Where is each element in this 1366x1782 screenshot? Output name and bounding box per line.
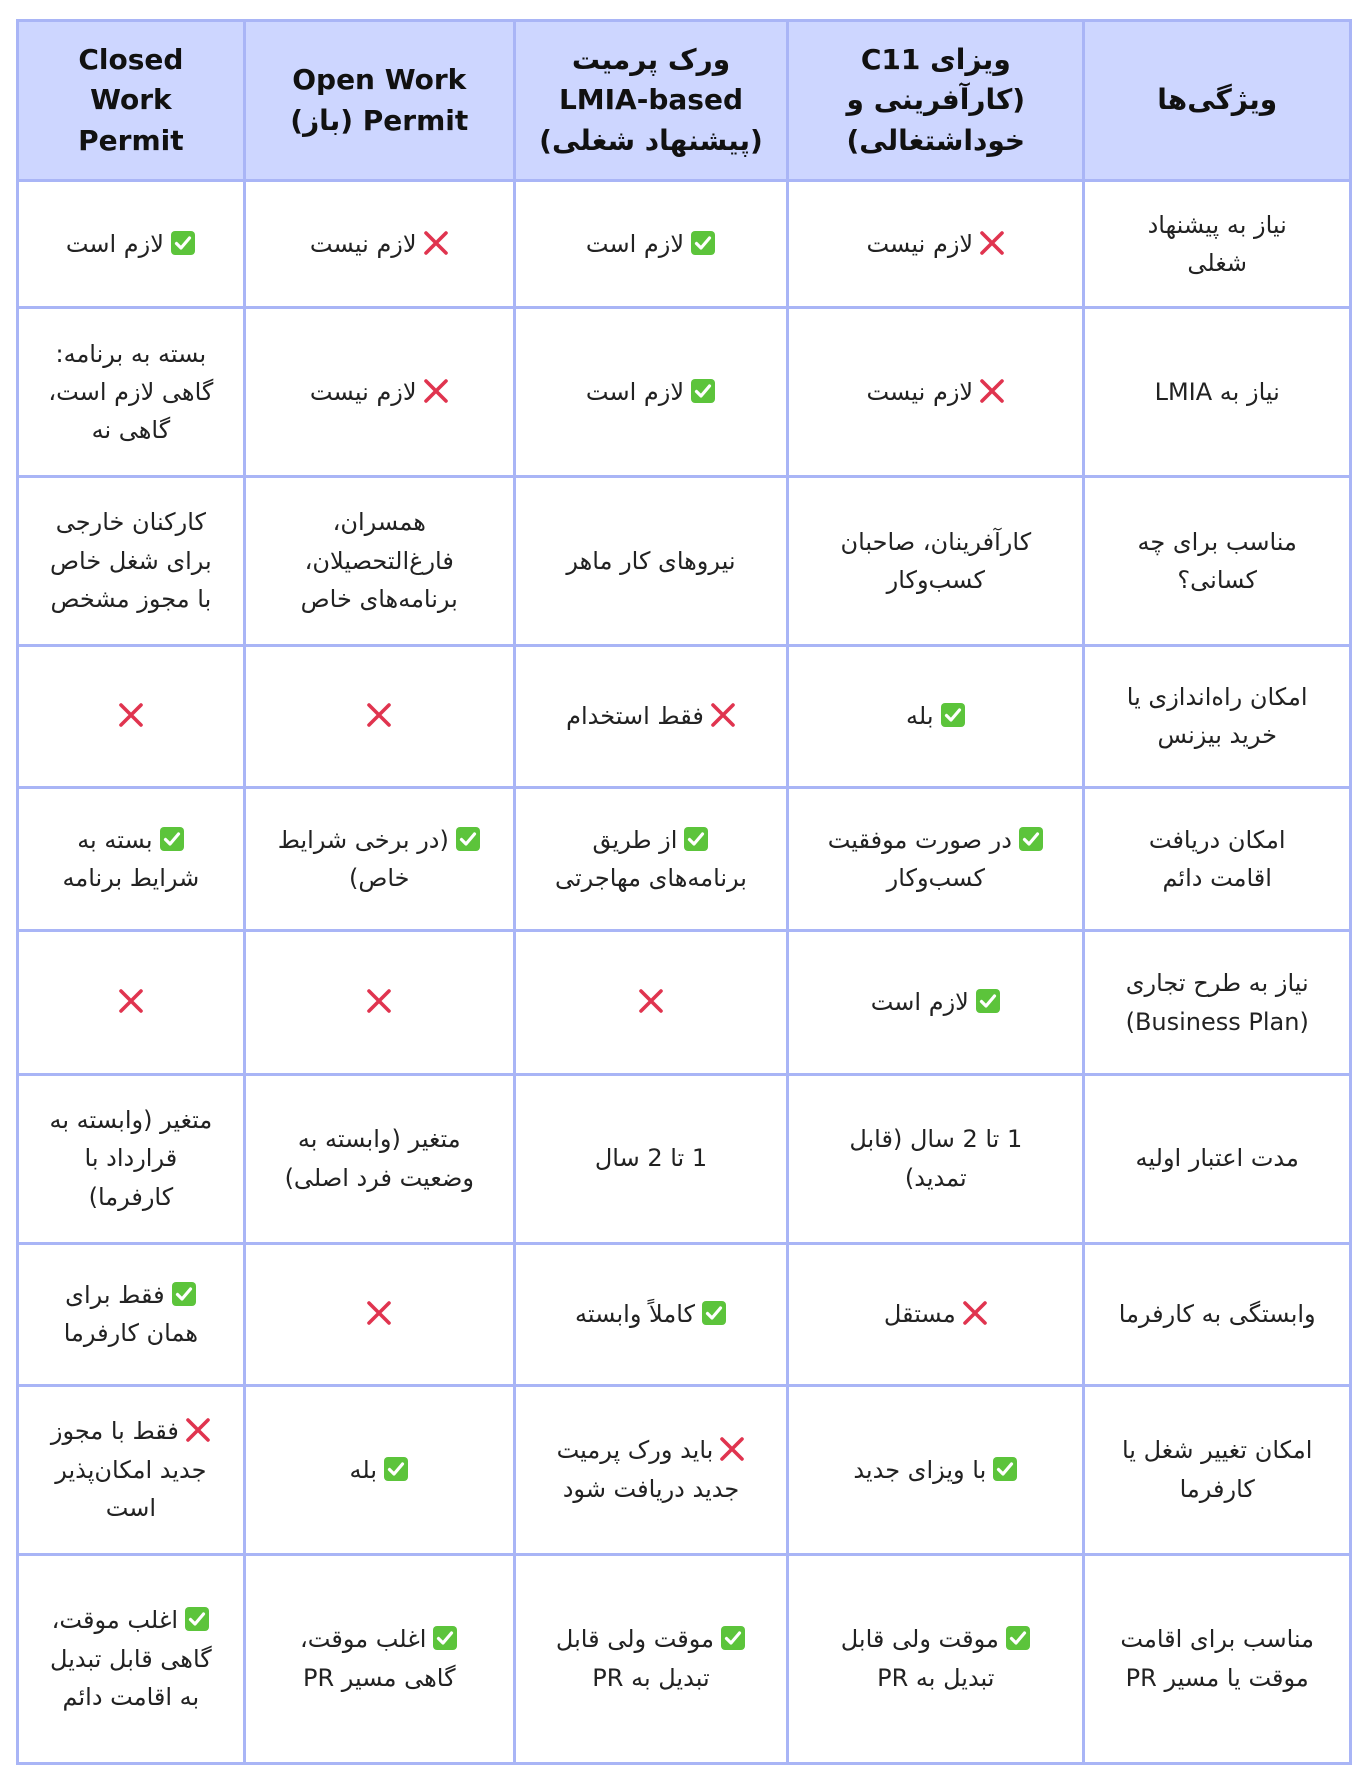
feature-label: وابستگی به کارفرما (1118, 1300, 1316, 1328)
feature-cell (1084, 1554, 1351, 1763)
cell-value: مستقل (883, 1300, 956, 1328)
cell-value: کاملاً وابسته (574, 1300, 695, 1328)
cross-mark-icon (366, 702, 392, 728)
lmia-work-permit-cell (514, 645, 787, 787)
feature-cell (1084, 931, 1351, 1074)
open-work-permit-cell (244, 477, 514, 646)
cell-value: لازم است (65, 229, 164, 258)
cell-value: بسته به شرایط برنامه (62, 825, 200, 893)
closed-work-permit-cell (18, 308, 245, 477)
cell-value: بله (349, 1455, 377, 1484)
table-row (18, 308, 1351, 477)
check-mark-icon (975, 988, 1001, 1014)
c11-visa-cell (788, 477, 1084, 646)
closed-work-permit-cell (18, 1385, 245, 1554)
cell-value: متغیر (وابسته به وضعیت فرد اصلی) (284, 1125, 474, 1192)
cell-value: موقت ولی قابل تبدیل به PR (840, 1625, 999, 1692)
cell-value: لازم نیست (309, 377, 417, 406)
lmia-work-permit-cell (514, 308, 787, 477)
cell-value: فقط استخدام (566, 702, 704, 731)
feature-label: مدت اعتبار اولیه (1135, 1144, 1299, 1173)
cross-mark-icon (979, 378, 1005, 404)
header-closed-work-permit (18, 21, 245, 181)
cross-mark-icon (366, 1300, 392, 1326)
open-work-permit-cell (244, 788, 514, 931)
table-row (18, 477, 1351, 646)
cross-mark-icon (719, 1436, 745, 1462)
open-work-permit-cell (244, 181, 514, 308)
check-mark-icon (701, 1300, 727, 1326)
cell-value: 1 تا 2 سال (قابل تمدید) (849, 1125, 1023, 1192)
closed-work-permit-cell (18, 1243, 245, 1385)
cell-value: با ویزای جدید (853, 1455, 987, 1484)
feature-cell (1084, 645, 1351, 787)
cell-value: کارکنان خارجی برای شغل خاص با مجوز مشخص (50, 508, 212, 614)
feature-cell (1084, 1243, 1351, 1385)
feature-label: نیاز به طرح تجاری (Business Plan) (1125, 969, 1309, 1036)
table-row (18, 645, 1351, 787)
closed-work-permit-cell (18, 645, 245, 787)
header-lmia-work-permit-label: ورک پرمیت LMIA-based (پیشنهاد شغلی) (539, 42, 763, 157)
table-row (18, 1554, 1351, 1763)
closed-work-permit-cell (18, 1554, 245, 1763)
cell-value: کارآفرینان، صاحبان کسب‌وکار (840, 527, 1032, 594)
open-work-permit-cell (244, 308, 514, 477)
cell-value: 1 تا 2 سال (594, 1144, 708, 1173)
lmia-work-permit-cell (514, 1385, 787, 1554)
feature-cell (1084, 788, 1351, 931)
cross-mark-icon (118, 702, 144, 728)
open-work-permit-cell (244, 1074, 514, 1243)
cell-value: فقط با مجوز جدید امکان‌پذیر است (50, 1417, 207, 1522)
feature-cell (1084, 1074, 1351, 1243)
c11-visa-cell (788, 1243, 1084, 1385)
feature-label: مناسب برای اقامت موقت یا مسیر PR (1120, 1625, 1314, 1692)
header-lmia-work-permit (514, 21, 787, 181)
open-work-permit-cell (244, 645, 514, 787)
cell-value: (در برخی شرایط خاص) (277, 825, 449, 893)
lmia-work-permit-cell (514, 1243, 787, 1385)
lmia-work-permit-cell (514, 788, 787, 931)
cross-mark-icon (962, 1300, 988, 1326)
closed-work-permit-cell (18, 1074, 245, 1243)
table-row (18, 181, 1351, 308)
feature-label: امکان تغییر شغل یا کارفرما (1121, 1436, 1313, 1503)
cell-value: بسته به برنامه: گاهی لازم است، گاهی نه (48, 339, 214, 445)
cell-value: باید ورک پرمیت جدید دریافت شود (556, 1436, 740, 1503)
closed-work-permit-cell (18, 477, 245, 646)
table-row (18, 1385, 1351, 1554)
cell-value: موقت ولی قابل تبدیل به PR (555, 1625, 715, 1692)
header-c11-visa-label: ویزای C11 (کارآفرینی و خوداشتغالی) (846, 42, 1026, 157)
check-mark-icon (720, 1625, 746, 1651)
c11-visa-cell (788, 1074, 1084, 1243)
feature-label: نیاز به پیشنهاد شغلی (1147, 210, 1287, 278)
table-row (18, 931, 1351, 1074)
cell-value: در صورت موفقیت کسب‌وکار (827, 825, 1012, 893)
c11-visa-cell (788, 931, 1084, 1074)
check-mark-icon (683, 826, 709, 852)
check-mark-icon (690, 378, 716, 404)
c11-visa-cell (788, 1554, 1084, 1763)
check-mark-icon (184, 1606, 210, 1632)
open-work-permit-cell (244, 931, 514, 1074)
check-mark-icon (992, 1456, 1018, 1482)
closed-work-permit-cell (18, 181, 245, 308)
cross-mark-icon (710, 702, 736, 728)
check-mark-icon (170, 230, 196, 256)
c11-visa-cell (788, 1385, 1084, 1554)
cell-value: لازم است (585, 229, 685, 258)
lmia-work-permit-cell (514, 477, 787, 646)
check-mark-icon (940, 702, 966, 728)
open-work-permit-cell (244, 1554, 514, 1763)
header-open-work-permit (244, 21, 514, 181)
check-mark-icon (383, 1456, 409, 1482)
table-row (18, 788, 1351, 931)
lmia-work-permit-cell (514, 1074, 787, 1243)
check-mark-icon (690, 230, 716, 256)
c11-visa-cell (788, 645, 1084, 787)
table-row (18, 1243, 1351, 1385)
header-row (18, 21, 1351, 181)
cell-value: از طریق برنامه‌های مهاجرتی (554, 825, 747, 893)
cell-value: همسران، فارغ‌التحصیلان، برنامه‌های خاص (300, 508, 458, 614)
check-mark-icon (1005, 1625, 1031, 1651)
check-mark-icon (455, 826, 481, 852)
check-mark-icon (159, 826, 185, 852)
cell-value: لازم است (585, 377, 685, 406)
cross-mark-icon (638, 988, 664, 1014)
table-body (18, 181, 1351, 1764)
table-row (18, 1074, 1351, 1243)
cross-mark-icon (118, 988, 144, 1014)
open-work-permit-cell (244, 1243, 514, 1385)
cross-mark-icon (423, 378, 449, 404)
cross-mark-icon (366, 988, 392, 1014)
cell-value: لازم نیست (866, 377, 974, 406)
comparison-table (16, 19, 1352, 1765)
feature-cell (1084, 1385, 1351, 1554)
cell-value: متغیر (وابسته به قرارداد با کارفرما) (49, 1106, 213, 1211)
check-mark-icon (432, 1625, 458, 1651)
cell-value: اغلب موقت، گاهی مسیر PR (300, 1625, 456, 1692)
c11-visa-cell (788, 308, 1084, 477)
c11-visa-cell (788, 788, 1084, 931)
cell-value: نیروهای کار ماهر (566, 546, 736, 575)
feature-label: مناسب برای چه کسانی؟ (1137, 527, 1297, 594)
closed-work-permit-cell (18, 931, 245, 1074)
feature-cell (1084, 477, 1351, 646)
header-open-work-permit-label: Open Work Permit (باز) (290, 62, 469, 137)
feature-cell (1084, 181, 1351, 308)
cell-value: لازم نیست (309, 229, 417, 258)
open-work-permit-cell (244, 1385, 514, 1554)
cell-value: لازم نیست (866, 229, 974, 258)
cross-mark-icon (979, 230, 1005, 256)
header-closed-work-permit-label: Closed Work Permit (78, 42, 184, 157)
c11-visa-cell (788, 181, 1084, 308)
feature-label: امکان دریافت اقامت دائم (1148, 825, 1286, 893)
cell-value: لازم است (870, 988, 969, 1017)
check-mark-icon (171, 1281, 197, 1307)
header-features (1084, 21, 1351, 181)
lmia-work-permit-cell (514, 1554, 787, 1763)
cross-mark-icon (423, 230, 449, 256)
header-features-label: ویژگی‌ها (1157, 83, 1278, 117)
cell-value: اغلب موقت، گاهی قابل تبدیل به اقامت دائم (50, 1606, 212, 1711)
feature-cell (1084, 308, 1351, 477)
lmia-work-permit-cell (514, 181, 787, 308)
header-c11-visa (788, 21, 1084, 181)
feature-label: نیاز به LMIA (1154, 377, 1280, 406)
lmia-work-permit-cell (514, 931, 787, 1074)
feature-label: امکان راه‌اندازی یا خرید بیزنس (1126, 683, 1308, 750)
check-mark-icon (1018, 826, 1044, 852)
cell-value: بله (906, 702, 934, 731)
closed-work-permit-cell (18, 788, 245, 931)
cross-mark-icon (185, 1417, 211, 1443)
cell-value: فقط برای همان کارفرما (63, 1280, 199, 1348)
